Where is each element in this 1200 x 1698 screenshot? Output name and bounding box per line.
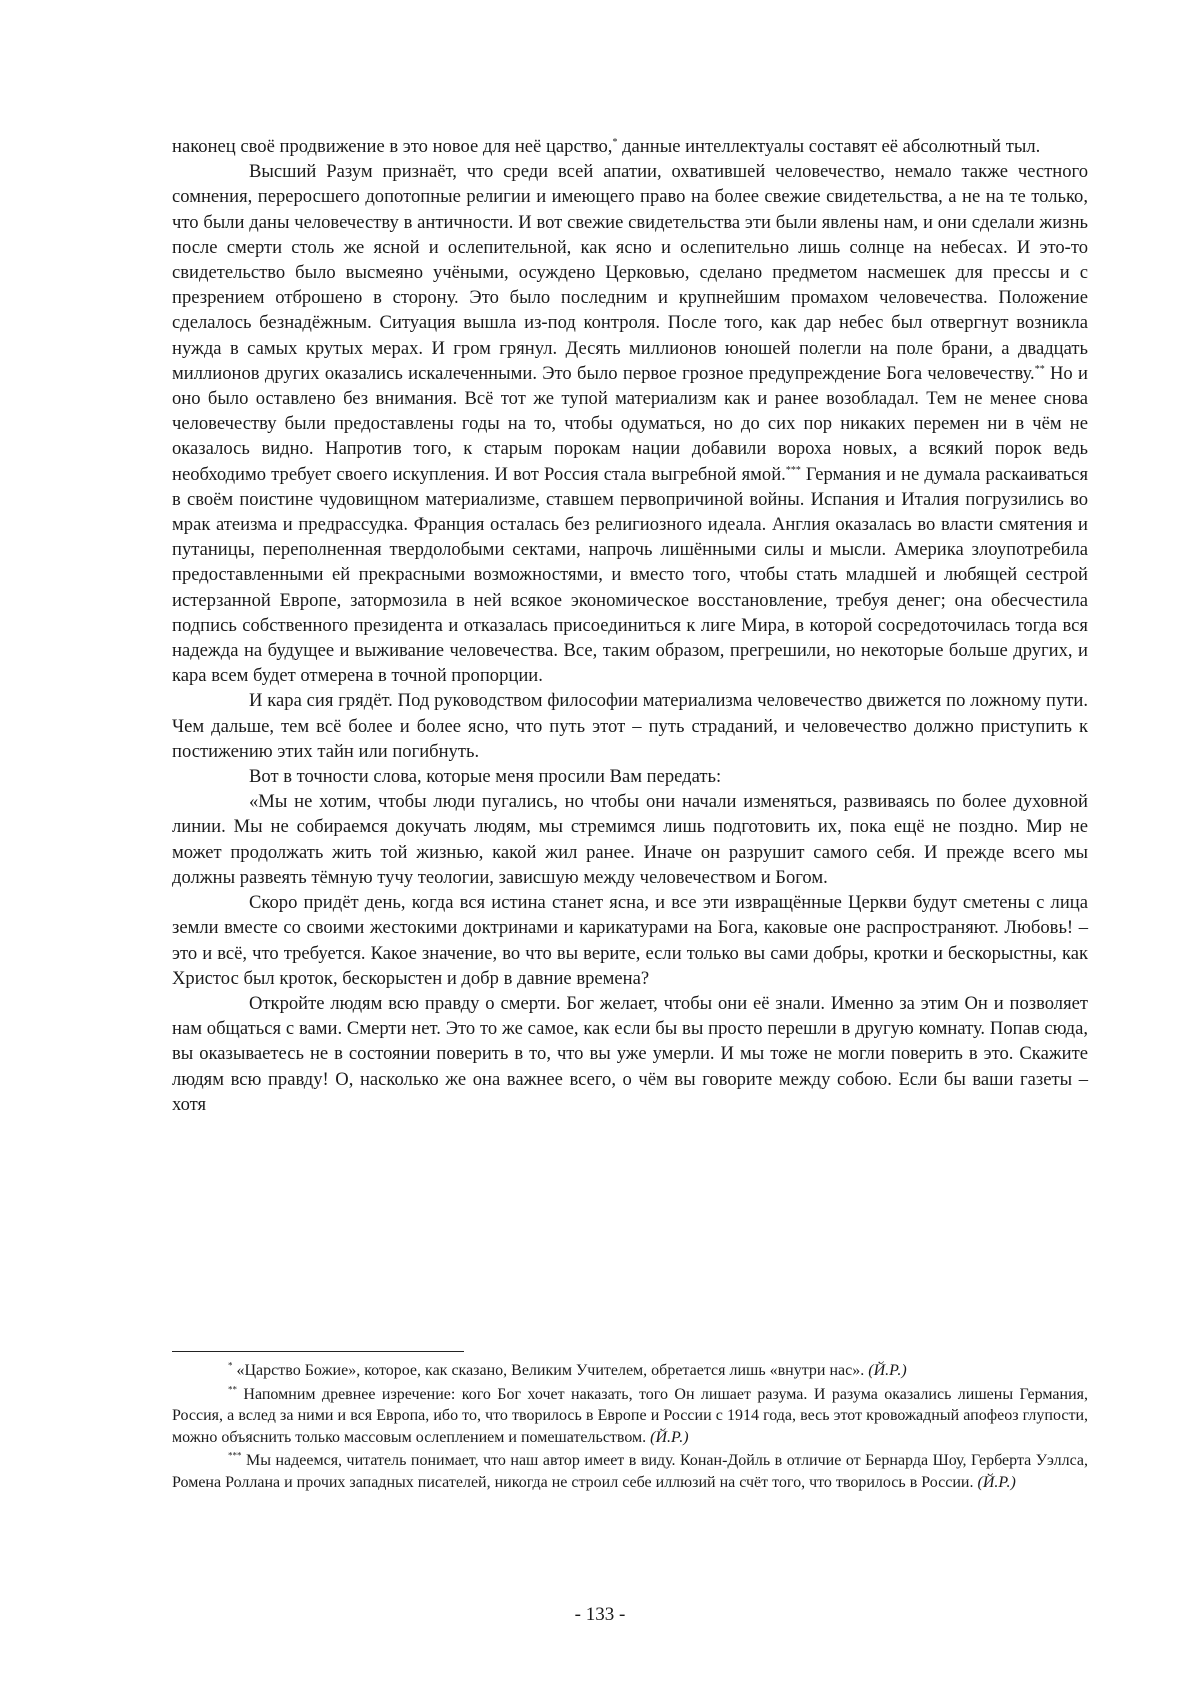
footnote-3 xyxy=(172,1450,1088,1493)
paragraph-3: И кара сия грядёт. Под руководством философии материализма человечество движется по ложному пути. Чем дальше, тем всё более и более ясно, что путь этот – путь страданий, и человечество должно приступить к постижению этих тайн или погибнуть. xyxy=(172,690,1088,762)
paragraph-6: Скоро придёт день, когда вся истина станет ясна, и все эти извращённые Церкви будут сметены с лица земли вместе со своими жестокими доктринами и карикатурами на Бога, каковые оне распространяют. Любовь! – это и всё, что требуется. Какое значение, во что вы верите, если только вы сами добры, кротки и бескорыстны, как Христос был кроток, бескорыстен и добр в давние времена? xyxy=(172,892,1088,989)
paragraph-5: «Мы не хотим, чтобы люди пугались, но чтобы они начали изменяться, развиваясь по более духовной линии. Мы не собираемся докучать людям, мы стремимся лишь подготовить их, пока ещё не поздно. Мир не может продолжать жить той жизнью, какой жил ранее. Иначе он разрушит самого себя. И прежде всего мы должны развеять тёмную тучу теологии, зависшую между человечеством и Богом. xyxy=(172,791,1088,888)
footnote-1-mark: * xyxy=(228,1360,233,1371)
paragraph-2-text-c: Германия и не думала раскаиваться в своём поистине чудовищном материализме, ставшем первопричиной войны. Испания и Италия погрузились во мрак атеизма и предрассудка. Франция осталась без религиозного идеала. Англия оказалась во власти смятения и путаницы, переполненная твердолобыми сектами, напрочь лишёнными силы и мысли. Америка злоупотребила предоставленными ей прекрасными возможностями, и вместо того, чтобы стать младшей и любящей сестрой истерзанной Европе, затормозила в ней всякое экономическое восстановление, требуя денег; она обесчестила подпись собственного президента и отказалась присоединиться к лиге Мира, в которой сосредоточилась тогда вся надежда на будущее и выживание человечества. Все, таким образом, прегрешили, но некоторые больше других, и кара всем будет отмерена в точной пропорции. xyxy=(172,463,1088,687)
footnote-ref-3[interactable]: *** xyxy=(785,464,801,476)
page-number: - 133 - xyxy=(574,1604,626,1625)
footnote-divider xyxy=(172,1351,464,1352)
footnote-2-mark: ** xyxy=(228,1384,237,1395)
paragraph-2-text-b: Но и оно было оставлено без внимания. Всё тот же тупой материализм как и ранее возобладал. Тем не менее снова человечеству были предоставлены годы на то, чтобы одуматься, но до сих пор никаких перемен ни в чём не оказалось видно. Напротив того, к старым порокам нации добавили вороха новых, а всякий порок ведь необходимо требует своего искупления. И вот Россия стала выгребной ямой. xyxy=(172,362,1088,485)
footnote-2 xyxy=(172,1384,1088,1449)
footnote-ref-2[interactable]: ** xyxy=(1034,363,1045,375)
footnotes xyxy=(172,1360,1088,1495)
paragraph-1-text-end: данные интеллектуалы составят её абсолютный тыл. xyxy=(617,136,1041,157)
paragraph-1 xyxy=(172,134,1088,159)
paragraph-7: Откройте людям всю правду о смерти. Бог желает, чтобы они её знали. Именно за этим Он и позволяет нам общаться с вами. Смерти нет. Это то же самое, как если бы вы просто перешли в другую комнату. Попав сюда, вы оказываетесь не в состоянии поверить в то, что вы уже умерли. И мы тоже не могли поверить в это. Скажите людям всю правду! О, насколько же она важнее всего, о чём вы говорите между собою. Если бы ваши газеты – хотя xyxy=(172,992,1088,1115)
main-text xyxy=(172,134,1088,1117)
footnote-ref-1[interactable]: * xyxy=(612,136,618,148)
footnote-1-signature: (Й.Р.) xyxy=(868,1362,907,1379)
paragraph-2-text-a: Высший Разум признаёт, что среди всей апатии, охватившей человечество, немало также честного сомнения, переросшего допотопные религии и имеющего право на более свежие свидетельства, а не на те только, что были даны человечеству в античности. И вот свежие свидетельства эти были явлены нам, и они сделали жизнь после смерти столь же ясной и ослепительной, как ясно и ослепительно лишь солнце на небесах. И это-то свидетельство было высмеяно учёными, осуждено Церковью, сделано предметом насмешек для прессы и с презрением отброшено в сторону. Это было последним и крупнейшим промахом человечества. Положение сделалось безнадёжным. Ситуация вышла из-под контроля. После того, как дар небес был отвергнут возникла нужда в самых крутых мерах. И гром грянул. Десять миллионов юношей полегли на поле брани, а двадцать миллионов других оказались искалеченными. Это было первое грозное предупреждение Бога человечеству. xyxy=(172,161,1088,384)
footnote-3-text: Мы надеемся, читатель понимает, что наш автор имеет в виду. Конан-Дойль в отличие от Бернарда Шоу, Герберта Уэллса, Ромена Роллана и прочих западных писателей, никогда не строил себе иллюзий на счёт того, что творилось в России. xyxy=(172,1452,1088,1491)
footnote-1-text: «Царство Божие», которое, как сказано, Великим Учителем, обретается лишь «внутри нас». xyxy=(232,1362,869,1379)
footnote-2-signature: (Й.Р.) xyxy=(650,1428,689,1446)
footnote-3-signature: (Й.Р.) xyxy=(977,1473,1016,1491)
footnote-3-mark: *** xyxy=(228,1450,242,1461)
paragraph-1-text: наконец своё продвижение в это новое для неё царство, xyxy=(172,136,613,157)
footnote-1 xyxy=(172,1360,1088,1382)
paragraph-4: Вот в точности слова, которые меня просили Вам передать: xyxy=(249,766,722,788)
footnote-2-text: Напомним древнее изречение: кого Бог хочет наказать, того Он лишает разума. И разума оказались лишены Германия, Россия, а вслед за ними и вся Европа, ибо то, что творилось в Европе и России с 1914 года, весь этот кровожадный апофеоз глупости, можно объяснить только массовым ослеплением и помешательством. xyxy=(172,1385,1088,1446)
paragraph-2 xyxy=(172,159,1088,688)
